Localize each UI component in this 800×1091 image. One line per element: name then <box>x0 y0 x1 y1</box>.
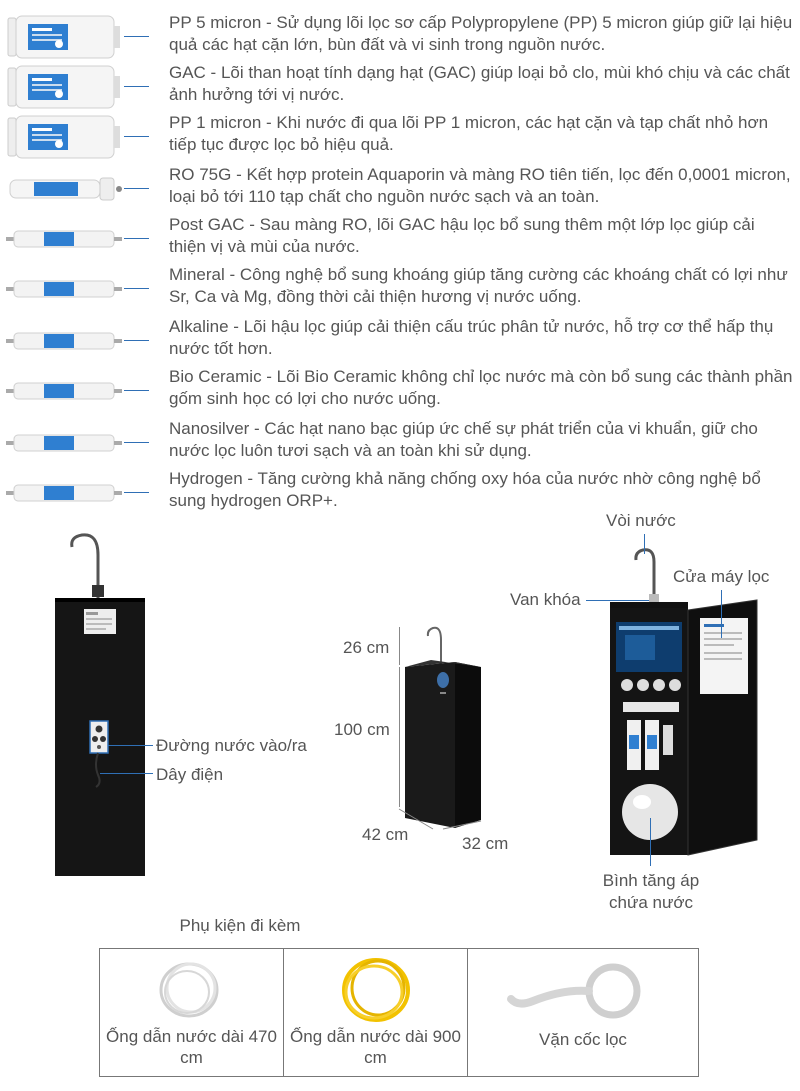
filter-cartridge-image <box>4 266 124 312</box>
filter-cartridge-image <box>4 470 124 516</box>
filter-row <box>0 416 800 468</box>
filter-cartridge-image <box>4 14 124 60</box>
white-hose-icon <box>152 955 227 1025</box>
tank-callout-line <box>650 818 651 866</box>
filter-description: Hydrogen - Tăng cường khả năng chống oxy hóa của nước nhờ công nghệ bổ sung hydrogen ORP+. <box>169 469 761 510</box>
filter-row <box>0 60 800 112</box>
filter-callout-line <box>124 340 149 341</box>
filter-cartridge-image <box>4 420 124 466</box>
filter-callout-line <box>124 492 149 493</box>
filter-description: Post GAC - Sau màng RO, lõi GAC hậu lọc bổ sung thêm một lớp lọc giúp cải thiện vị và mùi của nước. <box>169 215 755 256</box>
filter-callout-line <box>124 238 149 239</box>
filter-row <box>0 162 800 214</box>
dimension-body-label: 100 cm <box>334 720 390 739</box>
accessory-item-short-hose <box>100 949 283 1076</box>
filter-description: Bio Ceramic - Lõi Bio Ceramic không chỉ lọc nước mà còn bổ sung các thành phần gốm sinh học có lợi cho nước uống. <box>169 367 793 408</box>
filter-row <box>0 262 800 314</box>
dimension-faucet-label: 26 cm <box>343 638 390 657</box>
filter-description: Mineral - Công nghệ bổ sung khoáng giúp tăng cường các khoáng chất có lợi như Sr, Ca và Mg, đồng thời cải thiện hương vị nước uống. <box>169 265 788 306</box>
filter-callout-line <box>124 390 149 391</box>
accessory-label-wrench: Vặn cốc lọc <box>539 1030 627 1049</box>
dimension-line-faucet <box>399 627 400 665</box>
tank-label: Bình tăng áp chứa nước <box>602 871 700 912</box>
filter-row <box>0 110 800 162</box>
power-cord-label: Dây điện <box>156 765 224 784</box>
accessory-label-long-hose: Ống dẫn nước dài 900 cm <box>290 1027 461 1067</box>
water-port-label: Đường nước vào/ra <box>156 736 307 755</box>
filter-row <box>0 466 800 518</box>
accessories-box <box>99 948 699 1077</box>
power-cord-callout-line <box>100 773 153 774</box>
door-label: Cửa máy lọc <box>673 567 770 586</box>
filter-callout-line <box>124 442 149 443</box>
filter-row <box>0 364 800 416</box>
filter-description: Alkaline - Lõi hậu lọc giúp cải thiện cấu trúc phân tử nước, hỗ trợ cơ thể hấp thụ nước tốt hơn. <box>169 317 774 358</box>
filter-cartridge-image <box>4 318 124 364</box>
yellow-hose-icon <box>336 953 416 1027</box>
filter-callout-line <box>124 36 149 37</box>
filter-wrench-icon <box>503 961 653 1021</box>
back-view-image <box>40 525 150 880</box>
filter-row <box>0 212 800 264</box>
filter-callout-line <box>124 136 149 137</box>
accessory-item-long-hose <box>284 949 467 1076</box>
dimension-width-label: 42 cm <box>362 825 409 844</box>
filter-cartridge-image <box>4 64 124 110</box>
filter-callout-line <box>124 86 149 87</box>
accessory-item-wrench <box>468 949 698 1076</box>
filter-row <box>0 10 800 62</box>
accessories-title: Phụ kiện đi kèm <box>179 916 301 935</box>
dimensions-image <box>395 620 490 835</box>
filter-callout-line <box>124 188 149 189</box>
water-port-callout-line <box>108 745 153 746</box>
valve-callout-line <box>586 600 649 601</box>
faucet-label: Vòi nước <box>606 511 676 530</box>
filter-cartridge-image <box>4 216 124 262</box>
valve-label: Van khóa <box>510 590 581 609</box>
accessory-label-short-hose: Ống dẫn nước dài 470 cm <box>106 1027 277 1067</box>
filter-description: Nanosilver - Các hạt nano bạc giúp ức chế sự phát triển của vi khuẩn, giữ cho nước lọc luôn tươi sạch và an toàn khi sử dụng. <box>169 419 758 460</box>
filter-description: RO 75G - Kết hợp protein Aquaporin và màng RO tiên tiến, lọc đến 0,0001 micron, loại bỏ tới 110 tạp chất cho nguồn nước sạch và an toàn. <box>169 165 791 206</box>
dimension-depth-label: 32 cm <box>462 834 509 853</box>
filter-description: GAC - Lõi than hoạt tính dạng hạt (GAC) giúp loại bỏ clo, mùi khó chịu và các chất ảnh hưởng tới vị nước. <box>169 63 790 104</box>
filter-description: PP 1 micron - Khi nước đi qua lõi PP 1 micron, các hạt cặn và tạp chất nhỏ hơn tiếp tục được lọc bỏ hiệu quả. <box>169 113 769 154</box>
filter-callout-line <box>124 288 149 289</box>
filter-cartridge-image <box>4 166 124 212</box>
door-callout-line <box>721 590 722 638</box>
filter-description: PP 5 micron - Sử dụng lõi lọc sơ cấp Polypropylene (PP) 5 micron giúp giữ lại hiệu quả các hạt cặn lớn, bùn đất và vi sinh trong nguồn nước. <box>169 13 793 54</box>
filter-cartridge-image <box>4 368 124 414</box>
faucet-callout-line <box>644 534 645 554</box>
filter-row <box>0 314 800 366</box>
filter-cartridge-image <box>4 114 124 160</box>
dimension-line-body <box>399 667 400 807</box>
open-view-image <box>605 540 775 860</box>
